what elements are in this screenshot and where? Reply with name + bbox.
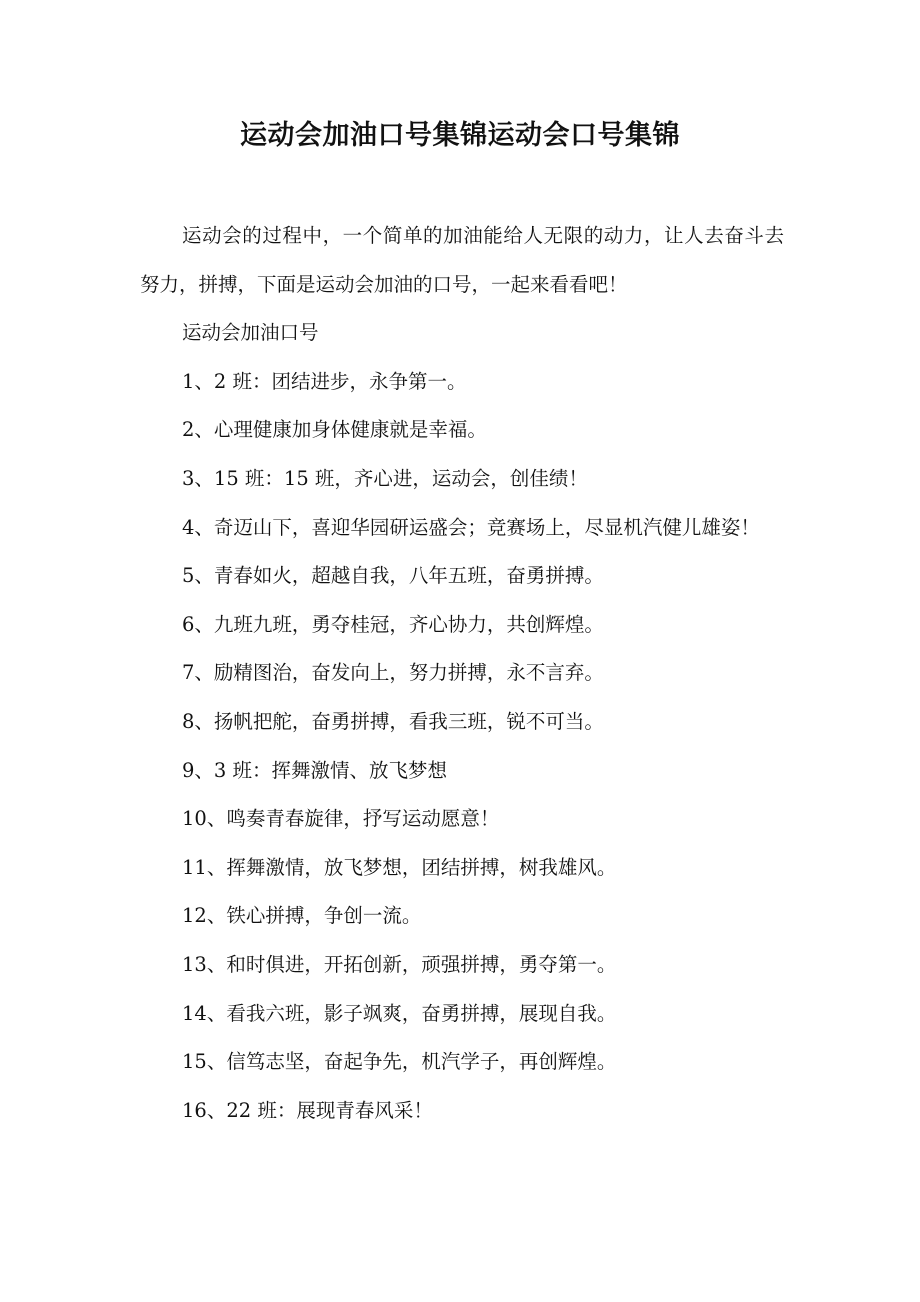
slogan-item: 9、3 班：挥舞激情、放飞梦想 <box>182 758 448 782</box>
document-body <box>140 212 784 1135</box>
slogan-item: 2、心理健康加身体健康就是幸福。 <box>182 418 487 442</box>
section-heading: 运动会加油口号 <box>182 321 319 345</box>
slogan-item: 8、扬帆把舵，奋勇拼搏，看我三班，锐不可当。 <box>182 709 604 733</box>
slogan-item: 12、铁心拼搏，争创一流。 <box>182 904 422 928</box>
slogan-item: 4、奇迈山下，喜迎华园研运盛会；竞赛场上，尽显机汽健儿雄姿！ <box>182 515 760 539</box>
document-title: 运动会加油口号集锦运动会口号集锦 <box>240 120 680 151</box>
slogan-item: 1、2 班：团结进步，永争第一。 <box>182 369 467 393</box>
slogan-item: 6、九班九班，勇夺桂冠，齐心协力，共创辉煌。 <box>182 612 604 636</box>
slogan-item: 11、挥舞激情，放飞梦想，团结拼搏，树我雄风。 <box>182 855 617 879</box>
slogan-item: 13、和时俱进，开拓创新，顽强拼搏，勇夺第一。 <box>182 952 617 976</box>
slogan-item: 14、看我六班，影子飒爽，奋勇拼搏，展现自我。 <box>182 1001 617 1025</box>
slogan-item: 3、15 班：15 班，齐心进，运动会，创佳绩！ <box>182 466 588 490</box>
slogan-item: 5、青春如火，超越自我，八年五班，奋勇拼搏。 <box>182 564 604 588</box>
slogan-item: 16、22 班：展现青春风采！ <box>182 1098 433 1122</box>
slogan-item: 10、鸣奏青春旋律，抒写运动愿意！ <box>182 807 500 831</box>
slogan-item: 15、信笃志坚，奋起争先，机汽学子，再创辉煌。 <box>182 1050 617 1074</box>
intro-paragraph: 运动会的过程中，一个简单的加油能给人无限的动力，让人去奋斗去努力，拼搏，下面是运动会加油的口号，一起来看看吧！ <box>140 224 784 296</box>
slogan-item: 7、励精图治，奋发向上，努力拼搏，永不言弃。 <box>182 661 604 685</box>
